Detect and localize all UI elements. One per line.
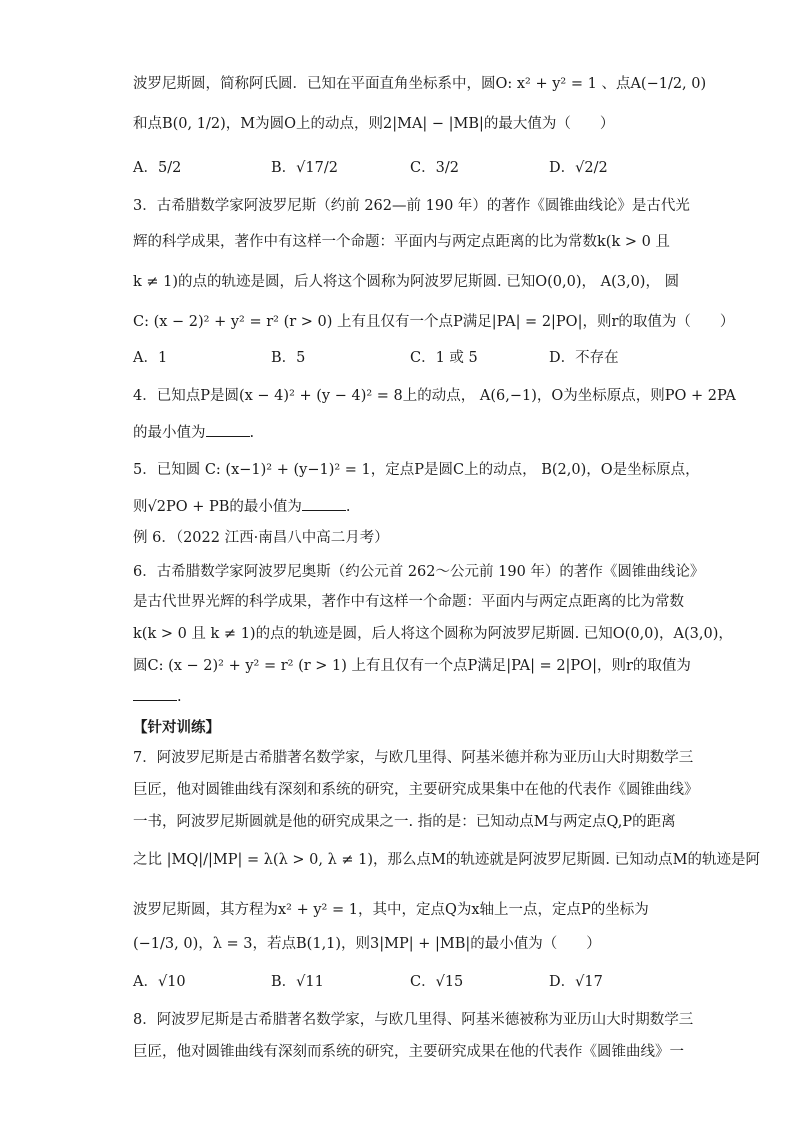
option-c[interactable]: C．3/2: [410, 160, 459, 176]
text-line: 一书，阿波罗尼斯圆就是他的研究成果之一. 指的是：已知动点M与两定点Q,P的距离: [133, 814, 676, 830]
option-b[interactable]: B．5: [271, 350, 306, 366]
prompt-text: 则√2PO + PB的最小值为: [133, 499, 302, 515]
answer-blank[interactable]: [206, 422, 250, 437]
text-line: k ≠ 1)的点的轨迹是圆，后人将这个圆称为阿波罗尼斯圆. 已知O(0,0)， A(3,0)， 圆: [133, 274, 680, 290]
option-d[interactable]: D．√2/2: [549, 160, 608, 176]
text-line: 的最小值为 .: [133, 422, 663, 443]
question-7-line: 7．阿波罗尼斯是古希腊著名数学家，与欧几里得、阿基米德并称为亚历山大时期数学三: [133, 750, 694, 766]
text-line: 波罗尼斯圆，其方程为x² + y² = 1，其中，定点Q为x轴上一点，定点P的坐标为: [133, 902, 649, 918]
answer-blank[interactable]: [133, 686, 177, 701]
text-line: (−1/3, 0)，λ = 3，若点B(1,1)，则3|MP| + |MB|的最小值为（ ）: [133, 936, 601, 952]
question-3-line: 3．古希腊数学家阿波罗尼斯（约前 262—前 190 年）的著作《圆锥曲线论》是古代光: [133, 198, 690, 214]
question-5-line: 5．已知圆 C: (x−1)² + (y−1)² = 1，定点P是圆C上的动点， B(2,0)，O是坐标原点，: [133, 462, 700, 478]
text-line: 和点B(0, 1/2)，M为圆O上的动点，则2|MA| − |MB|的最大值为（ ）: [133, 116, 615, 132]
option-a[interactable]: A．√10: [133, 974, 186, 990]
section-heading: 【针对训练】: [133, 719, 220, 736]
text-line: 巨匠，他对圆锥曲线有深刻而系统的研究，主要研究成果在他的代表作《圆锥曲线》一: [133, 1044, 684, 1060]
question-6-line: 6．古希腊数学家阿波罗尼奥斯（约公元首 262～公元前 190 年）的著作《圆锥曲线论》: [133, 564, 705, 580]
text-line: 辉的科学成果，著作中有这样一个命题：平面内与两定点距离的比为常数k(k > 0 且: [133, 234, 670, 250]
text-line: 巨匠，他对圆锥曲线有深刻和系统的研究，主要研究成果集中在他的代表作《圆锥曲线》: [133, 782, 699, 798]
option-b[interactable]: B．√17/2: [271, 160, 338, 176]
text-line: 则√2PO + PB的最小值为 .: [133, 496, 663, 517]
option-b[interactable]: B．√11: [271, 974, 324, 990]
prompt-text: 的最小值为: [133, 425, 206, 441]
example-heading: 例 6．（2022 江西·南昌八中高二月考）: [133, 530, 389, 546]
option-d[interactable]: D．不存在: [549, 350, 619, 366]
question-4-line: 4．已知点P是圆(x − 4)² + (y − 4)² = 8上的动点， A(6,−1)，O为坐标原点，则PO + 2PA: [133, 388, 736, 404]
option-a[interactable]: A．1: [133, 350, 168, 366]
option-c[interactable]: C．1 或 5: [410, 350, 478, 366]
text-line: 是古代世界光辉的科学成果，著作中有这样一个命题：平面内与两定点距离的比为常数: [133, 594, 684, 610]
text-line: 波罗尼斯圆，简称阿氏圆．已知在平面直角坐标系中，圆O: x² + y² = 1 、点A(−1/2, 0): [133, 76, 707, 92]
text-line: .: [133, 686, 663, 707]
option-c[interactable]: C．√15: [410, 974, 464, 990]
text-line: 圆C: (x − 2)² + y² = r² (r > 1) 上有且仅有一个点P满足|PA| = 2|PO|，则r的取值为: [133, 658, 691, 674]
text-line: 之比 |MQ|/|MP| = λ(λ > 0, λ ≠ 1)，那么点M的轨迹就是阿波罗尼斯圆. 已知动点M的轨迹是阿: [133, 852, 760, 868]
answer-blank[interactable]: [302, 496, 346, 511]
text-line: k(k > 0 且 k ≠ 1)的点的轨迹是圆，后人将这个圆称为阿波罗尼斯圆. 已知O(0,0)，A(3,0)，: [133, 626, 733, 642]
option-d[interactable]: D．√17: [549, 974, 603, 990]
option-a[interactable]: A．5/2: [133, 160, 182, 176]
question-8-line: 8．阿波罗尼斯是古希腊著名数学家，与欧几里得、阿基米德被称为亚历山大时期数学三: [133, 1012, 694, 1028]
text-line: C: (x − 2)² + y² = r² (r > 0) 上有且仅有一个点P满足|PA| = 2|PO|，则r的取值为（ ）: [133, 314, 735, 330]
